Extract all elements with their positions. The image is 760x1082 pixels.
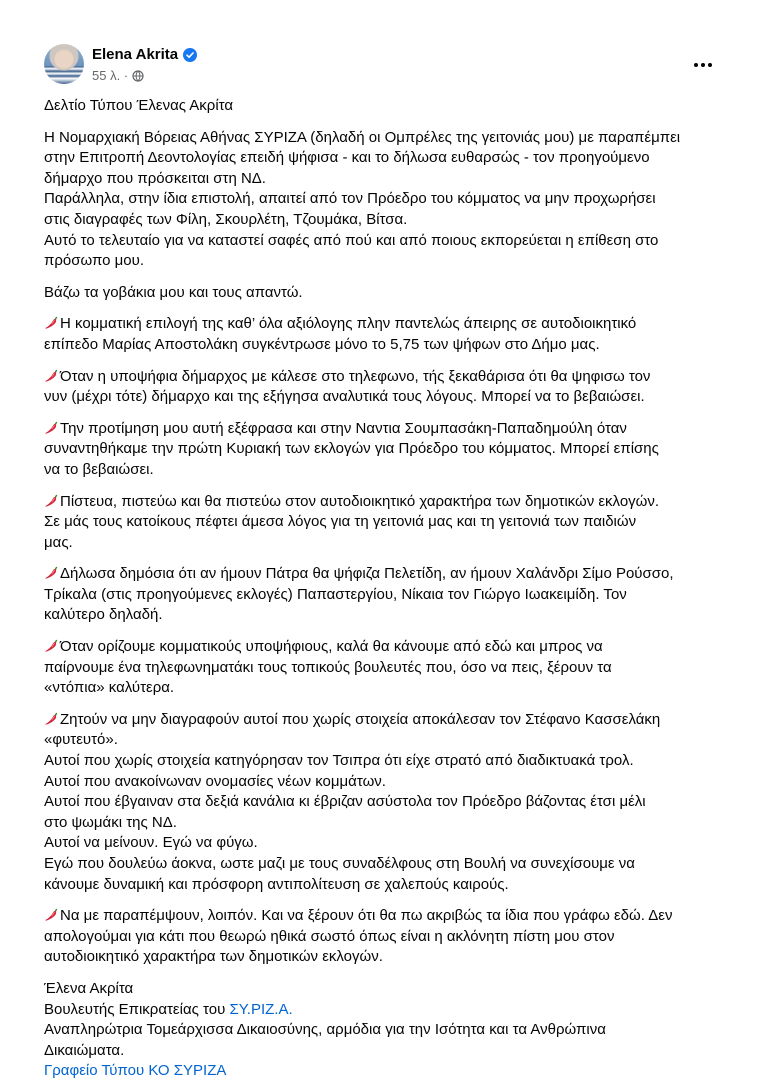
chili-pepper-icon	[44, 566, 59, 580]
bullet-line	[44, 533, 716, 554]
signature-role	[44, 1000, 716, 1021]
bullet-text: Αυτοί που χωρίς στοιχεία κατηγόρησαν τον Τσιπρα ότι είχε στρατό από διαδικτυακά τρολ.	[44, 752, 634, 770]
bullet-text: Να με παραπέμψουν, λοιπόν. Και να ξέρουν ότι θα πω ακριβώς τα ίδια που γράφω εδώ. Δεν	[60, 907, 673, 925]
signature-name: Έλενα Ακρίτα	[44, 979, 134, 997]
bullet-line	[44, 564, 716, 585]
bullet-text: Τρίκαλα (στις προηγούμενες εκλογές) Παπαστεργίου, Νίκαια τον Γιώργο Ιωακειμίδη. Τον	[44, 585, 627, 603]
bullet-line	[44, 512, 716, 533]
bullet-line	[44, 314, 716, 335]
bullet-text: μας.	[44, 533, 73, 551]
bullet-line	[44, 637, 716, 658]
chili-pepper-icon	[44, 712, 59, 726]
bullet-text: καλύτερο δηλαδή.	[44, 606, 163, 624]
post-body	[44, 96, 716, 1082]
post-timestamp[interactable]: 55 λ. ·	[92, 68, 129, 83]
intro-line: στην Επιτροπή Δεοντολογίας επειδή ψήφισα - και το δήλωσα ευθαρσώς - τον προηγούμενο	[44, 149, 650, 167]
bullet-paragraph	[44, 710, 716, 895]
bullet-text: Δήλωσα δημόσια ότι αν ήμουν Πάτρα θα ψήφιζα Πελετίδη, αν ήμουν Χαλάνδρι Σίμο Ρούσσο,	[60, 565, 674, 583]
bullet-line	[44, 439, 716, 460]
party-link[interactable]: ΣΥ.ΡΙΖ.Α.	[229, 1000, 293, 1018]
post-title-paragraph	[44, 96, 716, 117]
bullet-text: αυτοδιοικητικό χαρακτήρα των δημοτικών εκλογών.	[44, 948, 383, 966]
bullet-line	[44, 658, 716, 679]
intro-line: Παράλληλα, στην ίδια επιστολή, απαιτεί από τον Πρόεδρο του κόμματος να μην προχωρήσει	[44, 190, 656, 208]
bullet-text: νυν (μέχρι τότε) δήμαρχο και της εξήγησα αναλυτικά τους λόγους. Μπορεί να το βεβαιώσει.	[44, 388, 645, 406]
author-name-row	[92, 46, 197, 63]
bullet-text: στο ψωμάκι της ΝΔ.	[44, 813, 177, 831]
bullet-text: Η κομματική επιλογή της καθ’ όλα αξιόλογης πλην παντελώς άπειρης σε αυτοδιοικητικό	[60, 315, 637, 333]
press-office-link[interactable]: Γραφείο Τύπου ΚΟ ΣΥΡΙΖΑ	[44, 1062, 227, 1080]
bullet-line	[44, 813, 716, 834]
bullet-text: Όταν η υποψήφια δήμαρχος με κάλεσε στο τηλεφωνο, τής ξεκαθάρισα ότι θα ψηφισω τον	[60, 367, 651, 385]
bullet-line	[44, 906, 716, 927]
bullet-paragraph	[44, 367, 716, 408]
bullet-line	[44, 460, 716, 481]
bullet-line	[44, 710, 716, 731]
signature-role2: Αναπληρώτρια Τομεάρχισσα Δικαιοσύνης, αρμόδια για την Ισότητα και τα Ανθρώπινα	[44, 1021, 606, 1039]
bullet-line	[44, 492, 716, 513]
bullet-line	[44, 605, 716, 626]
bullet-paragraph	[44, 637, 716, 699]
bullet-text: Σε μάς τους κατοίκους πέφτει άμεσα λόγος για τη γειτονιά μας και τη γειτονιά των παιδιών	[44, 513, 637, 531]
bullet-line	[44, 751, 716, 772]
bullet-text: να το βεβαιώσει.	[44, 460, 154, 478]
bullet-text: Την προτίμηση μου αυτή εξέφρασα και στην Ναντια Σουμπασάκη-Παπαδημούλη όταν	[60, 419, 627, 437]
bullet-text: Αυτοί που έβγαιναν στα δεξιά κανάλια κι έβριζαν ασύστολα τον Πρόεδρο βάζοντας έτσι μέλι	[44, 793, 646, 811]
bullet-text: «ντόπια» καλύτερα.	[44, 679, 175, 697]
author-avatar[interactable]	[44, 44, 84, 84]
bullet-line	[44, 772, 716, 793]
bullet-text: απολογούμαι για κάτι που θεωρώ ηθικά σωστό όπως είναι η ακλόνητη πίστη μου στον	[44, 927, 615, 945]
bullet-line	[44, 792, 716, 813]
bullet-line	[44, 875, 716, 896]
answer-line: Βάζω τα γοβάκια μου και τους απαντώ.	[44, 283, 303, 301]
bullet-text: συναντηθήκαμε την πρώτη Κυριακή των εκλογών για Πρόεδρο του κόμματος. Μπορεί επίσης	[44, 440, 659, 458]
bullet-line	[44, 927, 716, 948]
signature-block	[44, 979, 716, 1082]
globe-icon	[132, 70, 144, 82]
signature-role-prefix: Βουλευτής Επικρατείας του	[44, 1000, 230, 1018]
bullet-paragraph	[44, 314, 716, 355]
intro-line: Η Νομαρχιακή Βόρειας Αθήνας ΣΥΡΙΖΑ (δηλαδή οι Ομπρέλες της γειτονιάς μου) με παραπέμπει	[44, 128, 681, 146]
intro-line: στις διαγραφές των Φίλη, Σκουρλέτη, Τζουμάκα, Βίτσα.	[44, 210, 408, 228]
verified-badge-icon	[183, 48, 197, 62]
bullet-text: κάνουμε δυναμική και πρόσφορη αντιπολίτευση σε χαλεπούς καιρούς.	[44, 875, 509, 893]
intro-paragraph	[44, 128, 716, 272]
bullet-line	[44, 833, 716, 854]
bullet-paragraph	[44, 492, 716, 554]
bullet-text: «φυτευτό».	[44, 731, 118, 749]
post-meta	[92, 68, 144, 83]
bullet-text: Αυτοί να μείνουν. Εγώ να φύγω.	[44, 834, 258, 852]
chili-pepper-icon	[44, 369, 59, 383]
bullet-line	[44, 947, 716, 968]
answer-paragraph	[44, 283, 716, 304]
intro-line: πρόσωπο μου.	[44, 252, 144, 270]
bullet-text: επίπεδο Μαρίας Αποστολάκη συγκέντρωσε μόνο το 5,75 των ψήφων στο Δήμο μας.	[44, 335, 600, 353]
bullet-text: Πίστευα, πιστεύω και θα πιστεύω στον αυτοδιοικητικό χαρακτήρα των δημοτικών εκλογών.	[60, 492, 660, 510]
bullet-paragraph	[44, 906, 716, 968]
bullet-line	[44, 585, 716, 606]
bullet-line	[44, 387, 716, 408]
bullet-paragraph	[44, 564, 716, 626]
bullet-text: Ζητούν να μην διαγραφούν αυτοί που χωρίς στοιχεία αποκάλεσαν τον Στέφανο Κασσελάκη	[60, 710, 661, 728]
bullet-line	[44, 854, 716, 875]
bullet-line	[44, 730, 716, 751]
intro-line: δήμαρχο που πρόσκειται στη ΝΔ.	[44, 169, 266, 187]
bullet-text: Όταν ορίζουμε κομματικούς υποψήφιους, καλά θα κάνουμε από εδώ και μπρος να	[60, 638, 603, 656]
bullet-line	[44, 678, 716, 699]
bullet-text: παίρνουμε ένα τηλεφωνηματάκι τους τοπικούς βουλευτές που, όσο να πεις, ξέρουν τα	[44, 658, 612, 676]
more-options-icon[interactable]	[686, 50, 720, 80]
chili-pepper-icon	[44, 639, 59, 653]
bullet-paragraph	[44, 419, 716, 481]
chili-pepper-icon	[44, 908, 59, 922]
bullet-line	[44, 367, 716, 388]
signature-role2-cont: Δικαιώματα.	[44, 1041, 125, 1059]
bullet-line	[44, 419, 716, 440]
intro-line: Αυτό το τελευταίο για να καταστεί σαφές από πού και από ποιους εκπορεύεται η επίθεση στο	[44, 231, 659, 249]
author-name[interactable]: Elena Akrita	[92, 46, 179, 63]
bullet-text: Εγώ που δουλεύω άοκνα, ωστε μαζι με τους συναδέλφους στη Βουλή να συνεχίσουμε να	[44, 855, 635, 872]
bullet-text: Αυτοί που ανακοίνωναν ονομασίες νέων κομμάτων.	[44, 772, 386, 790]
post-title: Δελτίο Τύπου Έλενας Ακρίτα	[44, 97, 234, 114]
chili-pepper-icon	[44, 316, 59, 330]
bullet-line	[44, 335, 716, 356]
chili-pepper-icon	[44, 494, 59, 508]
post-header	[44, 44, 720, 88]
chili-pepper-icon	[44, 421, 59, 435]
